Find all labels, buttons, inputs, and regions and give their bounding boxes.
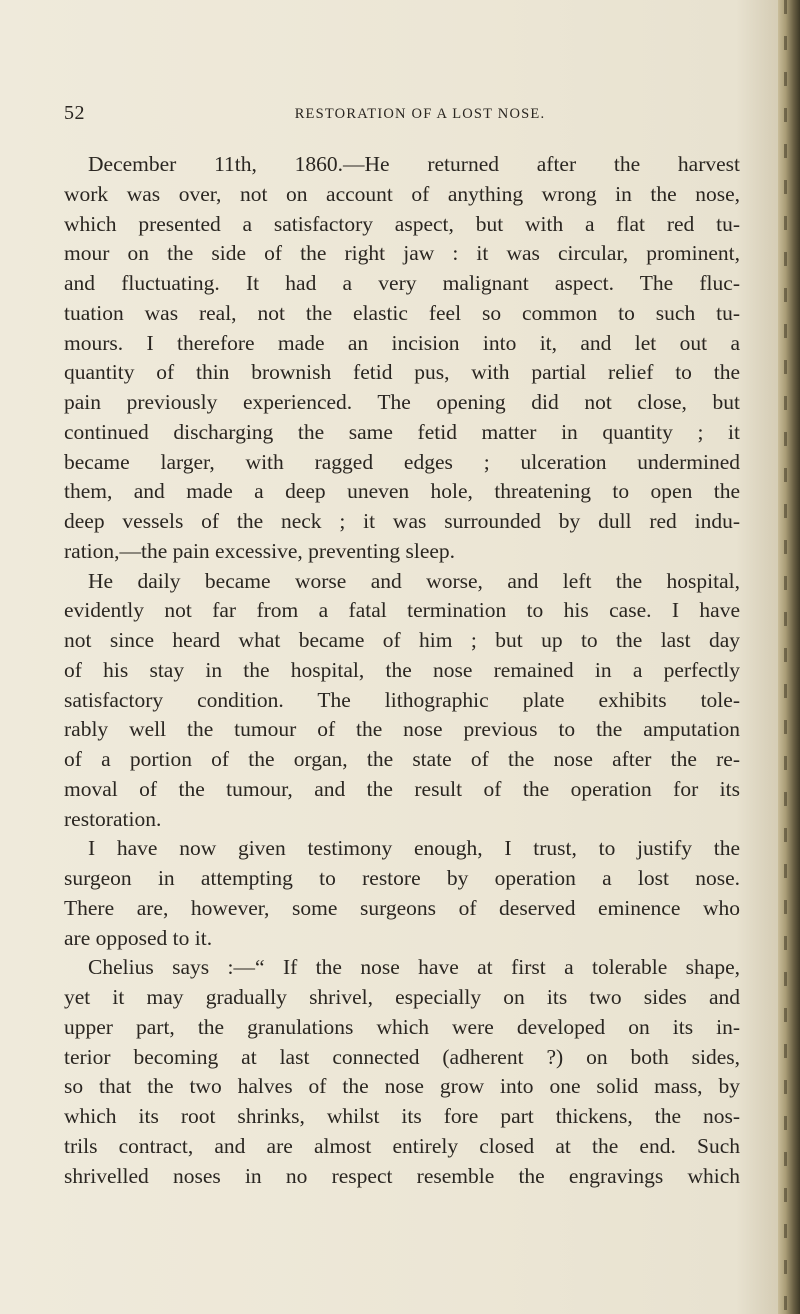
text-line: deep vessels of the neck ; it was surrounded by dull red indu- [64, 509, 740, 533]
text-line: December 11th, 1860.—He returned after the harvest [88, 152, 740, 176]
text-line: of a portion of the organ, the state of the nose after the re- [64, 747, 740, 771]
text-line: There are, however, some surgeons of deserved eminence who [64, 895, 740, 920]
text-line: upper part, the granulations which were developed on its in- [64, 1014, 740, 1039]
text-line: are opposed to it. [64, 925, 213, 950]
text-line: of his stay in the hospital, the nose remained in a perfectly [64, 657, 740, 682]
text-line: He daily became worse and worse, and left the hospital, [88, 568, 740, 593]
text-line: mours. I therefore made an incision into it, and let out a [64, 330, 740, 355]
text-line: rably well the tumour of the nose previous to the amputation [64, 717, 740, 742]
book-binding-edge [778, 0, 800, 1314]
text-line: satisfactory condition. The lithographic plate exhibits tole- [64, 687, 740, 712]
text-line: them, and made a deep uneven hole, threatening to open the [64, 479, 740, 504]
text-line: tuation was real, not the elastic feel so common to such tu- [64, 300, 740, 325]
text-line: evidently not far from a fatal termination to his case. I have [64, 598, 740, 623]
text-line: trils contract, and are almost entirely closed at the end. Such [64, 1133, 740, 1158]
text-line: work was over, not on account of anything wrong in the nose, [64, 181, 740, 206]
text-line: I have now given testimony enough, I trust, to justify the [88, 836, 740, 861]
page-number: 52 [64, 102, 85, 124]
text-line: shrivelled noses in no respect resemble the engravings which [64, 1163, 740, 1188]
running-head: RESTORATION OF A LOST NOSE. [294, 106, 546, 122]
text-line: terior becoming at last connected (adherent ?) on both sides, [64, 1044, 740, 1069]
text-line: pain previously experienced. The opening did not close, but [64, 390, 740, 414]
text-line: so that the two halves of the nose grow into one solid mass, by [64, 1074, 740, 1099]
text-line: ration,—the pain excessive, preventing sleep. [64, 538, 456, 563]
text-line: Chelius says :—“ If the nose have at first a tolerable shape, [88, 955, 740, 980]
text-line: continued discharging the same fetid matter in quantity ; it [64, 419, 740, 444]
text-line: and fluctuating. It had a very malignant aspect. The fluc- [64, 271, 740, 295]
text-line: restoration. [64, 806, 162, 831]
text-line: became larger, with ragged edges ; ulceration undermined [64, 449, 740, 474]
text-line: which its root shrinks, whilst its fore part thickens, the nos- [64, 1104, 740, 1128]
body-text [64, 150, 740, 1191]
text-line: quantity of thin brownish fetid pus, with partial relief to the [64, 360, 740, 385]
text-line: which presented a satisfactory aspect, but with a flat red tu- [64, 211, 740, 236]
page-header [64, 102, 740, 132]
text-line: surgeon in attempting to restore by operation a lost nose. [64, 866, 740, 890]
text-line: mour on the side of the right jaw : it was circular, prominent, [64, 241, 740, 266]
text-line: not since heard what became of him ; but up to the last day [64, 628, 740, 652]
text-line: moval of the tumour, and the result of the operation for its [64, 776, 740, 801]
text-line: yet it may gradually shrivel, especially on its two sides and [64, 985, 740, 1009]
